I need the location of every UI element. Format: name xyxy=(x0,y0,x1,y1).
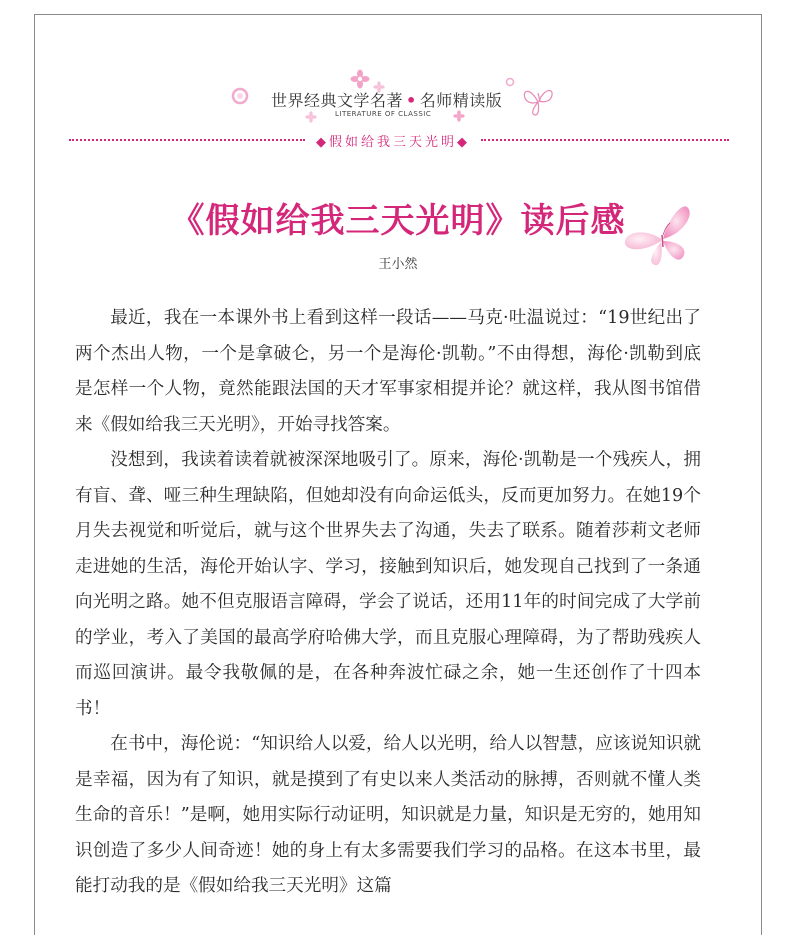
article-title: 《假如给我三天光明》读后感 xyxy=(170,201,626,241)
paragraph: 在书中，海伦说：“知识给人以爱，给人以光明，给人以智慧，应该说知识就是幸福，因为有了知识，就是摸到了有史以来人类活动的脉搏，否则就不懂人类生命的音乐！”是啊，她用实际行动证明，知识就是力量，知识是无穷的，她用知识创造了多少人间奇迹！她的身上有太多需要我们学习的品格。在这本书里，最能打动我的是《假如给我三天光明》这篇 xyxy=(75,734,701,896)
butterfly-icon xyxy=(521,85,557,119)
series-name: 世界经典文学名著 xyxy=(271,91,404,110)
flower-icon xyxy=(305,111,317,123)
series-title xyxy=(271,88,502,111)
series-subtitle-en: LITERATURE OF CLASSIC xyxy=(335,110,432,118)
article-body xyxy=(75,301,701,905)
flower-icon xyxy=(453,110,465,122)
running-head-book-title xyxy=(307,131,479,150)
flower-icon xyxy=(350,69,370,89)
paragraph: 最近，我在一本课外书上看到这样一段话——马克·吐温说过：“19世纪出了两个杰出人物，一个是拿破仑，另一个是海伦·凯勒。”不由得想，海伦·凯勒到底是怎样一个人物，竟然能跟法国的天才军事家相提并论？就这样，我从图书馆借来《假如给我三天光明》，开始寻找答案。 xyxy=(75,308,701,435)
paragraph: 没想到，我读着读着就被深深地吸引了。原来，海伦·凯勒是一个残疾人，拥有盲、聋、哑三种生理缺陷，但她却没有向命运低头，反而更加努力。在她19个月失去视觉和听觉后，就与这个世界失去了沟通，失去了联系。随着莎莉文老师走进她的生活，海伦开始认字、学习，接触到知识后，她发现自己找到了一条通向光明之路。她不但克服语言障碍，学会了说话，还用11年的时间完成了大学前的学业，考入了美国的最高学府哈佛大学，而且克服心理障碍，为了帮助残疾人而巡回演讲。最令我敬佩的是，在各种奔波忙碌之余，她一生还创作了十四本书！ xyxy=(75,450,701,719)
page-header xyxy=(35,15,761,155)
diamond-icon: ◆ xyxy=(315,135,329,150)
running-head-text: 假如给我三天光明 xyxy=(328,135,457,150)
header-rule-right xyxy=(481,139,729,141)
header-rule-left xyxy=(69,139,305,141)
article-author: 王小然 xyxy=(378,257,418,272)
diamond-icon: ◆ xyxy=(457,135,470,150)
series-edition: 名师精读版 xyxy=(419,91,503,110)
series-separator: • xyxy=(406,91,417,110)
ring-icon xyxy=(505,77,515,87)
ring-icon xyxy=(231,87,249,105)
book-page xyxy=(34,14,762,935)
